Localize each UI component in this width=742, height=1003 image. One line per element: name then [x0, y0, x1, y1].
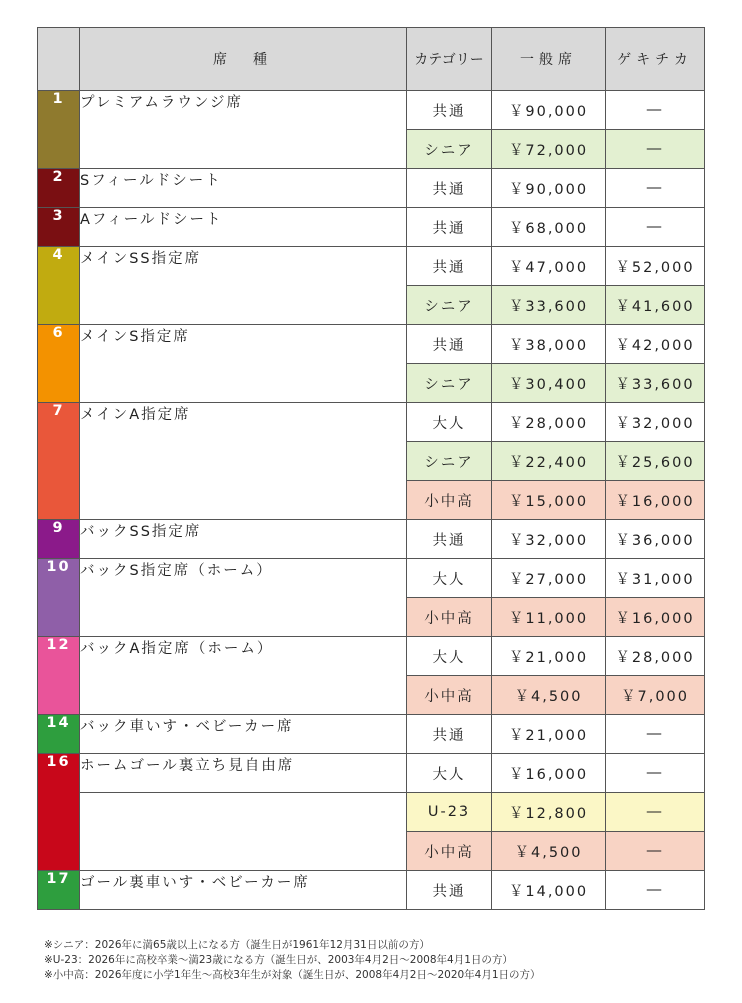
- seat-number: 12: [38, 637, 80, 715]
- general-price: ￥27,000: [492, 559, 606, 598]
- category-cell: 共通: [407, 91, 492, 130]
- gekichika-price: ￥16,000: [606, 481, 705, 520]
- seat-number: 17: [38, 871, 80, 910]
- seat-number: 10: [38, 559, 80, 637]
- category-cell: 小中高: [407, 832, 492, 871]
- gekichika-price: ―: [606, 754, 705, 793]
- category-cell: 小中高: [407, 676, 492, 715]
- gekichika-price: ￥52,000: [606, 247, 705, 286]
- general-price: ￥4,500: [492, 676, 606, 715]
- gekichika-price: ―: [606, 832, 705, 871]
- seat-name-empty: [80, 793, 407, 871]
- general-price: ￥32,000: [492, 520, 606, 559]
- table-row: [38, 559, 705, 598]
- header-gekichika: ゲキチカ: [606, 28, 705, 91]
- category-cell: 大人: [407, 559, 492, 598]
- general-price: ￥72,000: [492, 130, 606, 169]
- general-price: ￥22,400: [492, 442, 606, 481]
- category-cell: 共通: [407, 325, 492, 364]
- header-category: カテゴリー: [407, 28, 492, 91]
- note-youth: ※小中高：2026年度に小学1年生～高校3年生が対象（誕生日が、2008年4月2日～2020年4月1日の方）: [44, 969, 541, 981]
- category-cell: シニア: [407, 364, 492, 403]
- table-row: [38, 793, 705, 832]
- general-price: ￥4,500: [492, 832, 606, 871]
- general-price: ￥90,000: [492, 169, 606, 208]
- general-price: ￥90,000: [492, 91, 606, 130]
- category-cell: 大人: [407, 403, 492, 442]
- general-price: ￥33,600: [492, 286, 606, 325]
- header-row: [38, 28, 705, 91]
- note-u23: ※U-23：2026年に高校卒業～満23歳になる方（誕生日が、2003年4月2日～2008年4月1日の方）: [44, 954, 513, 966]
- seat-name: ゴール裏車いす・ベビーカー席: [80, 871, 407, 910]
- footnotes: [44, 938, 541, 983]
- gekichika-price: ―: [606, 91, 705, 130]
- category-cell: 小中高: [407, 481, 492, 520]
- category-cell: 大人: [407, 754, 492, 793]
- general-price: ￥47,000: [492, 247, 606, 286]
- gekichika-price: ―: [606, 871, 705, 910]
- table-row: [38, 637, 705, 676]
- general-price: ￥16,000: [492, 754, 606, 793]
- category-cell: 共通: [407, 520, 492, 559]
- seat-name: バックSS指定席: [80, 520, 407, 559]
- seat-number: 4: [38, 247, 80, 325]
- category-cell: 共通: [407, 247, 492, 286]
- gekichika-price: ￥28,000: [606, 637, 705, 676]
- general-price: ￥14,000: [492, 871, 606, 910]
- general-price: ￥12,800: [492, 793, 606, 832]
- seat-name: Aフィールドシート: [80, 208, 407, 247]
- gekichika-price: ￥33,600: [606, 364, 705, 403]
- seat-name: メインS指定席: [80, 325, 407, 403]
- table-row: [38, 247, 705, 286]
- general-price: ￥21,000: [492, 637, 606, 676]
- gekichika-price: ￥41,600: [606, 286, 705, 325]
- seat-number: 2: [38, 169, 80, 208]
- table-row: [38, 520, 705, 559]
- seat-number: 3: [38, 208, 80, 247]
- header-seat: 席 種: [80, 28, 407, 91]
- category-cell: 共通: [407, 715, 492, 754]
- table-row: [38, 325, 705, 364]
- seat-number: 9: [38, 520, 80, 559]
- general-price: ￥11,000: [492, 598, 606, 637]
- general-price: ￥38,000: [492, 325, 606, 364]
- header-general: 一般席: [492, 28, 606, 91]
- table-row: [38, 871, 705, 910]
- table-row: [38, 91, 705, 130]
- table-row: [38, 403, 705, 442]
- seat-name: ホームゴール裏立ち見自由席: [80, 754, 407, 793]
- gekichika-price: ―: [606, 208, 705, 247]
- table-row: [38, 754, 705, 793]
- seat-name: バック車いす・ベビーカー席: [80, 715, 407, 754]
- gekichika-price: ―: [606, 715, 705, 754]
- seat-number: 7: [38, 403, 80, 520]
- general-price: ￥68,000: [492, 208, 606, 247]
- seat-name: プレミアムラウンジ席: [80, 91, 407, 169]
- table-row: [38, 208, 705, 247]
- gekichika-price: ―: [606, 130, 705, 169]
- gekichika-price: ￥42,000: [606, 325, 705, 364]
- category-cell: 共通: [407, 169, 492, 208]
- gekichika-price: ￥7,000: [606, 676, 705, 715]
- seat-number: 6: [38, 325, 80, 403]
- seat-name: メインSS指定席: [80, 247, 407, 325]
- category-cell: 共通: [407, 871, 492, 910]
- general-price: ￥15,000: [492, 481, 606, 520]
- header-num: [38, 28, 80, 91]
- category-cell: 共通: [407, 208, 492, 247]
- category-cell: 大人: [407, 637, 492, 676]
- gekichika-price: ―: [606, 169, 705, 208]
- price-table: [37, 27, 705, 910]
- gekichika-price: ￥25,600: [606, 442, 705, 481]
- gekichika-price: ￥32,000: [606, 403, 705, 442]
- gekichika-price: ―: [606, 793, 705, 832]
- table-row: [38, 715, 705, 754]
- seat-name: Sフィールドシート: [80, 169, 407, 208]
- gekichika-price: ￥36,000: [606, 520, 705, 559]
- seat-name: メインA指定席: [80, 403, 407, 520]
- seat-name: バックA指定席（ホーム）: [80, 637, 407, 715]
- gekichika-price: ￥16,000: [606, 598, 705, 637]
- category-cell: 小中高: [407, 598, 492, 637]
- general-price: ￥21,000: [492, 715, 606, 754]
- seat-name: バックS指定席（ホーム）: [80, 559, 407, 637]
- seat-number: 1: [38, 91, 80, 169]
- seat-number: 16: [38, 754, 80, 871]
- general-price: ￥30,400: [492, 364, 606, 403]
- note-senior: ※シニア：2026年に満65歳以上になる方（誕生日が1961年12月31日以前の方）: [44, 939, 430, 951]
- category-cell: シニア: [407, 286, 492, 325]
- category-cell: U-23: [407, 793, 492, 832]
- category-cell: シニア: [407, 130, 492, 169]
- table-row: [38, 169, 705, 208]
- gekichika-price: ￥31,000: [606, 559, 705, 598]
- general-price: ￥28,000: [492, 403, 606, 442]
- seat-number: 14: [38, 715, 80, 754]
- category-cell: シニア: [407, 442, 492, 481]
